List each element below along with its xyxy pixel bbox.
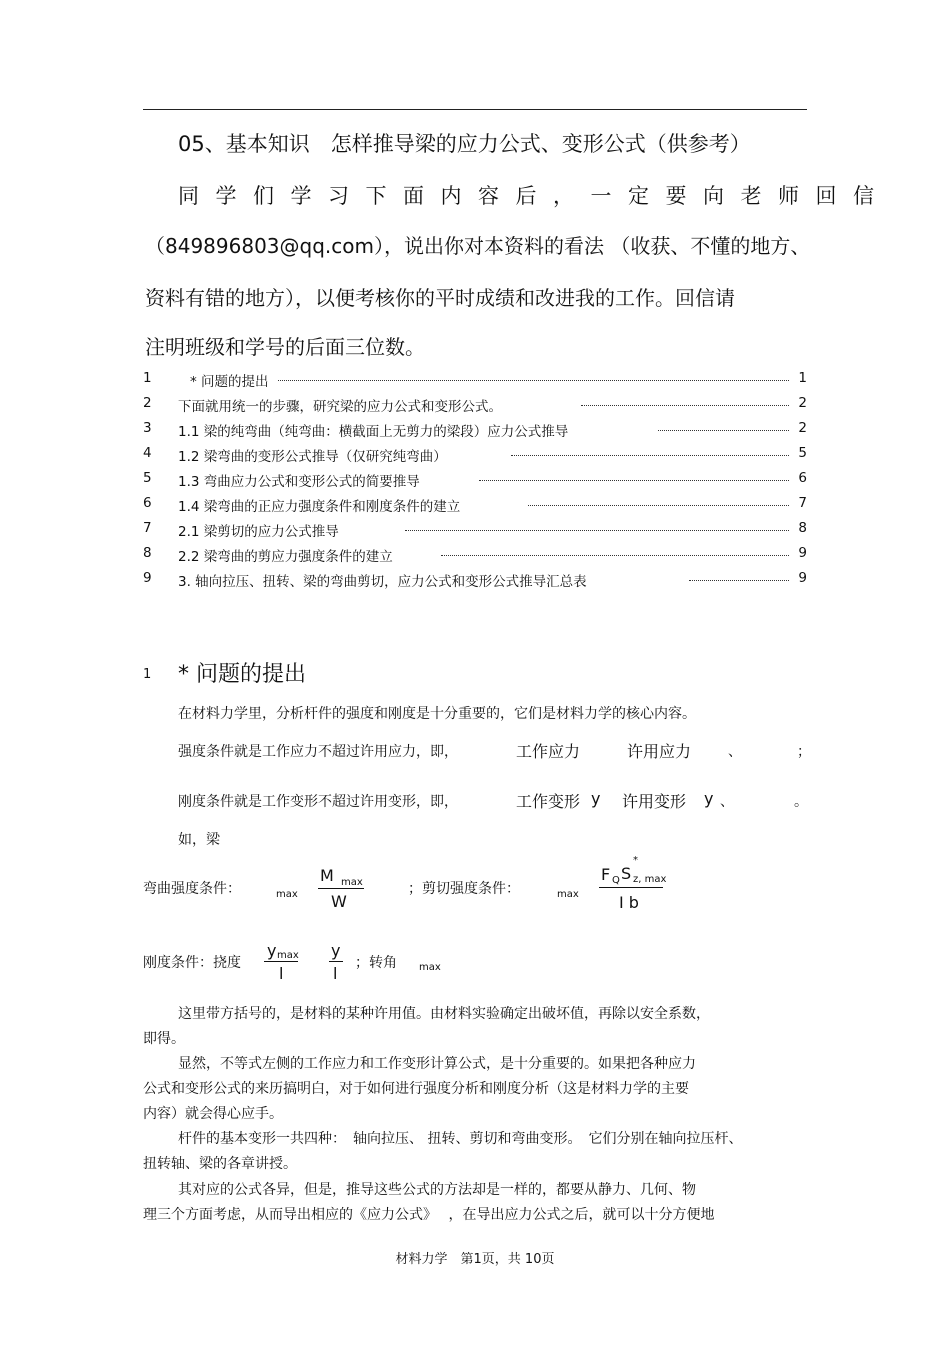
page-footer: 材料力学 第1页，共 10页	[395, 1252, 555, 1267]
fraction-bar	[264, 961, 298, 962]
fraction-bar	[599, 887, 663, 888]
toc-entry[interactable]	[143, 495, 807, 515]
toc-entry[interactable]	[143, 545, 807, 565]
superscript-star: *	[633, 855, 638, 866]
allowable-deformation-label: 许用变形	[622, 792, 687, 811]
work-deformation-label: 工作变形	[516, 792, 581, 811]
toc-number: 4	[143, 445, 152, 461]
paragraph: 如，梁	[178, 832, 220, 848]
toc-leader	[528, 505, 789, 506]
toc-entry[interactable]	[143, 520, 807, 540]
toc-number: 7	[143, 520, 152, 536]
punctuation: 、	[720, 794, 734, 810]
intro-line-4: 注明班级和学号的后面三位数。	[145, 335, 425, 359]
toc-page-number: 2	[798, 420, 807, 436]
rotation-label: ；转角	[355, 955, 397, 971]
toc-text: 2.1 梁剪切的应力公式推导	[178, 524, 339, 540]
denominator-l: l	[333, 964, 338, 983]
toc-entry[interactable]	[143, 395, 807, 415]
toc-text: 3. 轴向拉压、扭转、梁的弯曲剪切，应力公式和变形公式推导汇总表	[178, 574, 587, 590]
toc-page-number: 9	[798, 545, 807, 561]
toc-leader	[658, 430, 789, 431]
subscript-max: max	[277, 950, 299, 961]
section-title: * 问题的提出	[178, 662, 306, 687]
toc-text: 1.1 梁的纯弯曲（纯弯曲：横截面上无剪力的梁段）应力公式推导	[178, 424, 569, 440]
document-title: 05、基本知识 怎样推导梁的应力公式、变形公式（供参考）	[178, 132, 751, 156]
toc-leader	[479, 480, 789, 481]
numerator-M: M	[320, 866, 334, 885]
punctuation: ；	[797, 744, 811, 760]
numerator-F: F	[601, 865, 611, 884]
stiffness-label: 刚度条件：挠度	[143, 955, 241, 971]
shear-strength-label: ；剪切强度条件：	[408, 881, 520, 897]
toc-text: * 问题的提出	[190, 374, 269, 390]
subscript-max: max	[557, 889, 579, 900]
toc-leader	[441, 555, 789, 556]
bending-strength-label: 弯曲强度条件：	[143, 881, 241, 897]
strength-condition-text: 强度条件就是工作应力不超过许用应力，即，	[178, 744, 458, 760]
toc-entry[interactable]	[143, 445, 807, 465]
toc-number: 8	[143, 545, 152, 561]
paragraph: 即得。	[143, 1031, 185, 1047]
paragraph: 内容）就会得心应手。	[143, 1106, 283, 1122]
symbol-y: y	[704, 789, 714, 808]
denominator-Ib: I b	[619, 893, 639, 912]
toc-entry[interactable]	[143, 470, 807, 490]
toc-page-number: 9	[798, 570, 807, 586]
paragraph: 这里带方括号的，是材料的某种许用值。由材料实验确定出破坏值，再除以安全系数，	[178, 1006, 710, 1022]
toc-leader	[581, 405, 789, 406]
paragraph: 公式和变形公式的来历搞明白，对于如何进行强度分析和刚度分析（这是材料力学的主要	[143, 1081, 689, 1097]
punctuation: 。	[794, 794, 808, 810]
paragraph: 扭转轴、梁的各章讲授。	[143, 1156, 297, 1172]
paragraph: 显然，不等式左侧的工作应力和工作变形计算公式，是十分重要的。如果把各种应力	[178, 1056, 696, 1072]
toc-leader	[511, 455, 789, 456]
denominator-l: l	[279, 964, 284, 983]
toc-entry[interactable]	[143, 370, 807, 390]
intro-line-3: 资料有错的地方），以便考核你的平时成绩和改进我的工作。回信请	[145, 286, 735, 310]
toc-text: 1.2 梁弯曲的变形公式推导（仅研究纯弯曲）	[178, 449, 447, 465]
numerator-y: y	[267, 941, 277, 960]
intro-line-2: （849896803@qq.com），说出你对本资料的看法 （收获、不懂的地方、	[145, 234, 811, 258]
subscript-z-max: z, max	[633, 874, 667, 885]
subscript-max: max	[341, 877, 363, 888]
fraction-bar	[329, 961, 343, 962]
toc-number: 9	[143, 570, 152, 586]
toc-page-number: 5	[798, 445, 807, 461]
toc-page-number: 2	[798, 395, 807, 411]
toc-number: 6	[143, 495, 152, 511]
toc-entry[interactable]	[143, 570, 807, 590]
paragraph: 理三个方面考虑，从而导出相应的《应力公式》 ，在导出应力公式之后，就可以十分方便地	[143, 1207, 715, 1223]
stiffness-condition-text: 刚度条件就是工作变形不超过许用变形，即，	[178, 794, 458, 810]
toc-number: 2	[143, 395, 152, 411]
toc-number: 5	[143, 470, 152, 486]
toc-leader	[278, 380, 789, 381]
toc-number: 1	[143, 370, 152, 386]
toc-text: 下面就用统一的步骤，研究梁的应力公式和变形公式。	[178, 399, 502, 415]
subscript-max: max	[276, 889, 298, 900]
fraction-bar	[318, 888, 364, 889]
intro-line-1: 同学们学习下面内容后，一定要向老师回信	[178, 184, 891, 208]
work-stress-label: 工作应力	[516, 742, 581, 761]
toc-leader	[405, 530, 789, 531]
denominator-W: W	[331, 892, 347, 911]
toc-leader	[689, 580, 789, 581]
toc-text: 2.2 梁弯曲的剪应力强度条件的建立	[178, 549, 393, 565]
toc-entry[interactable]	[143, 420, 807, 440]
paragraph: 在材料力学里，分析杆件的强度和刚度是十分重要的，它们是材料力学的核心内容。	[178, 706, 696, 722]
subscript-max: max	[419, 962, 441, 973]
toc-number: 3	[143, 420, 152, 436]
toc-text: 1.3 弯曲应力公式和变形公式的简要推导	[178, 474, 420, 490]
numerator-y: y	[331, 941, 341, 960]
section-number: 1	[143, 667, 152, 682]
paragraph: 其对应的公式各异，但是，推导这些公式的方法却是一样的，都要从静力、几何、物	[178, 1182, 696, 1198]
punctuation: 、	[728, 744, 742, 760]
numerator-S: S	[621, 864, 632, 883]
toc-page-number: 8	[798, 520, 807, 536]
header-rule	[143, 109, 807, 110]
paragraph: 杆件的基本变形一共四种： 轴向拉压、 扭转、剪切和弯曲变形。 它们分别在轴向拉压杆、	[178, 1131, 743, 1147]
toc-page-number: 7	[798, 495, 807, 511]
allowable-stress-label: 许用应力	[627, 742, 692, 761]
subscript-Q: Q	[612, 875, 620, 886]
symbol-y: y	[591, 789, 601, 808]
toc-page-number: 1	[798, 370, 807, 386]
toc-page-number: 6	[798, 470, 807, 486]
toc-text: 1.4 梁弯曲的正应力强度条件和刚度条件的建立	[178, 499, 461, 515]
